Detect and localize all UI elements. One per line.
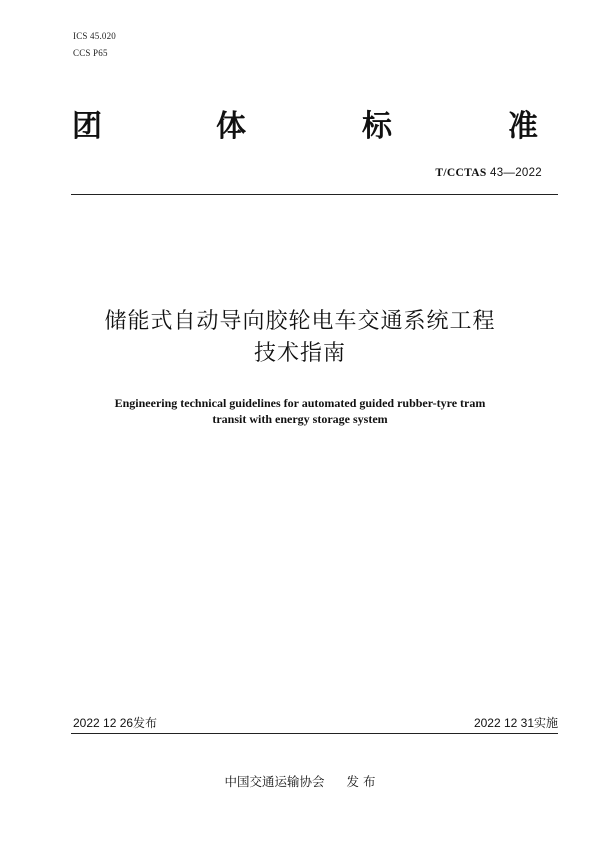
standard-number-prefix: T/CCTAS: [435, 167, 487, 179]
issue-date: 2022 12 26发布: [73, 716, 158, 730]
implementation-date: 2022 12 31实施: [473, 716, 558, 730]
ccs-code: CCS P65: [73, 48, 108, 58]
header-divider: [71, 194, 558, 195]
ics-code: ICS 45.020: [73, 31, 117, 41]
standard-number: [435, 167, 542, 179]
standard-type-char: 准: [508, 109, 538, 144]
standard-type-char: 标: [362, 109, 392, 144]
english-title: [0, 395, 600, 427]
publisher-line: [0, 772, 600, 790]
standard-type-char: 体: [216, 109, 246, 144]
standard-number-value: 43—2022: [490, 167, 542, 179]
footer-divider: [71, 733, 558, 734]
chinese-title-line-2: 技术指南: [253, 341, 346, 366]
publish-action: 发 布: [346, 774, 376, 789]
publisher-name: 中国交通运输协会: [224, 774, 325, 789]
chinese-title: [0, 306, 600, 370]
english-title-line-1: Engineering technical guidelines for automated guided rubber-tyre tram: [114, 396, 486, 410]
english-title-line-2: transit with energy storage system: [212, 412, 388, 426]
chinese-title-line-1: 储能式自动导向胶轮电车交通系统工程: [104, 309, 496, 334]
standard-type-char: 团: [72, 109, 102, 144]
